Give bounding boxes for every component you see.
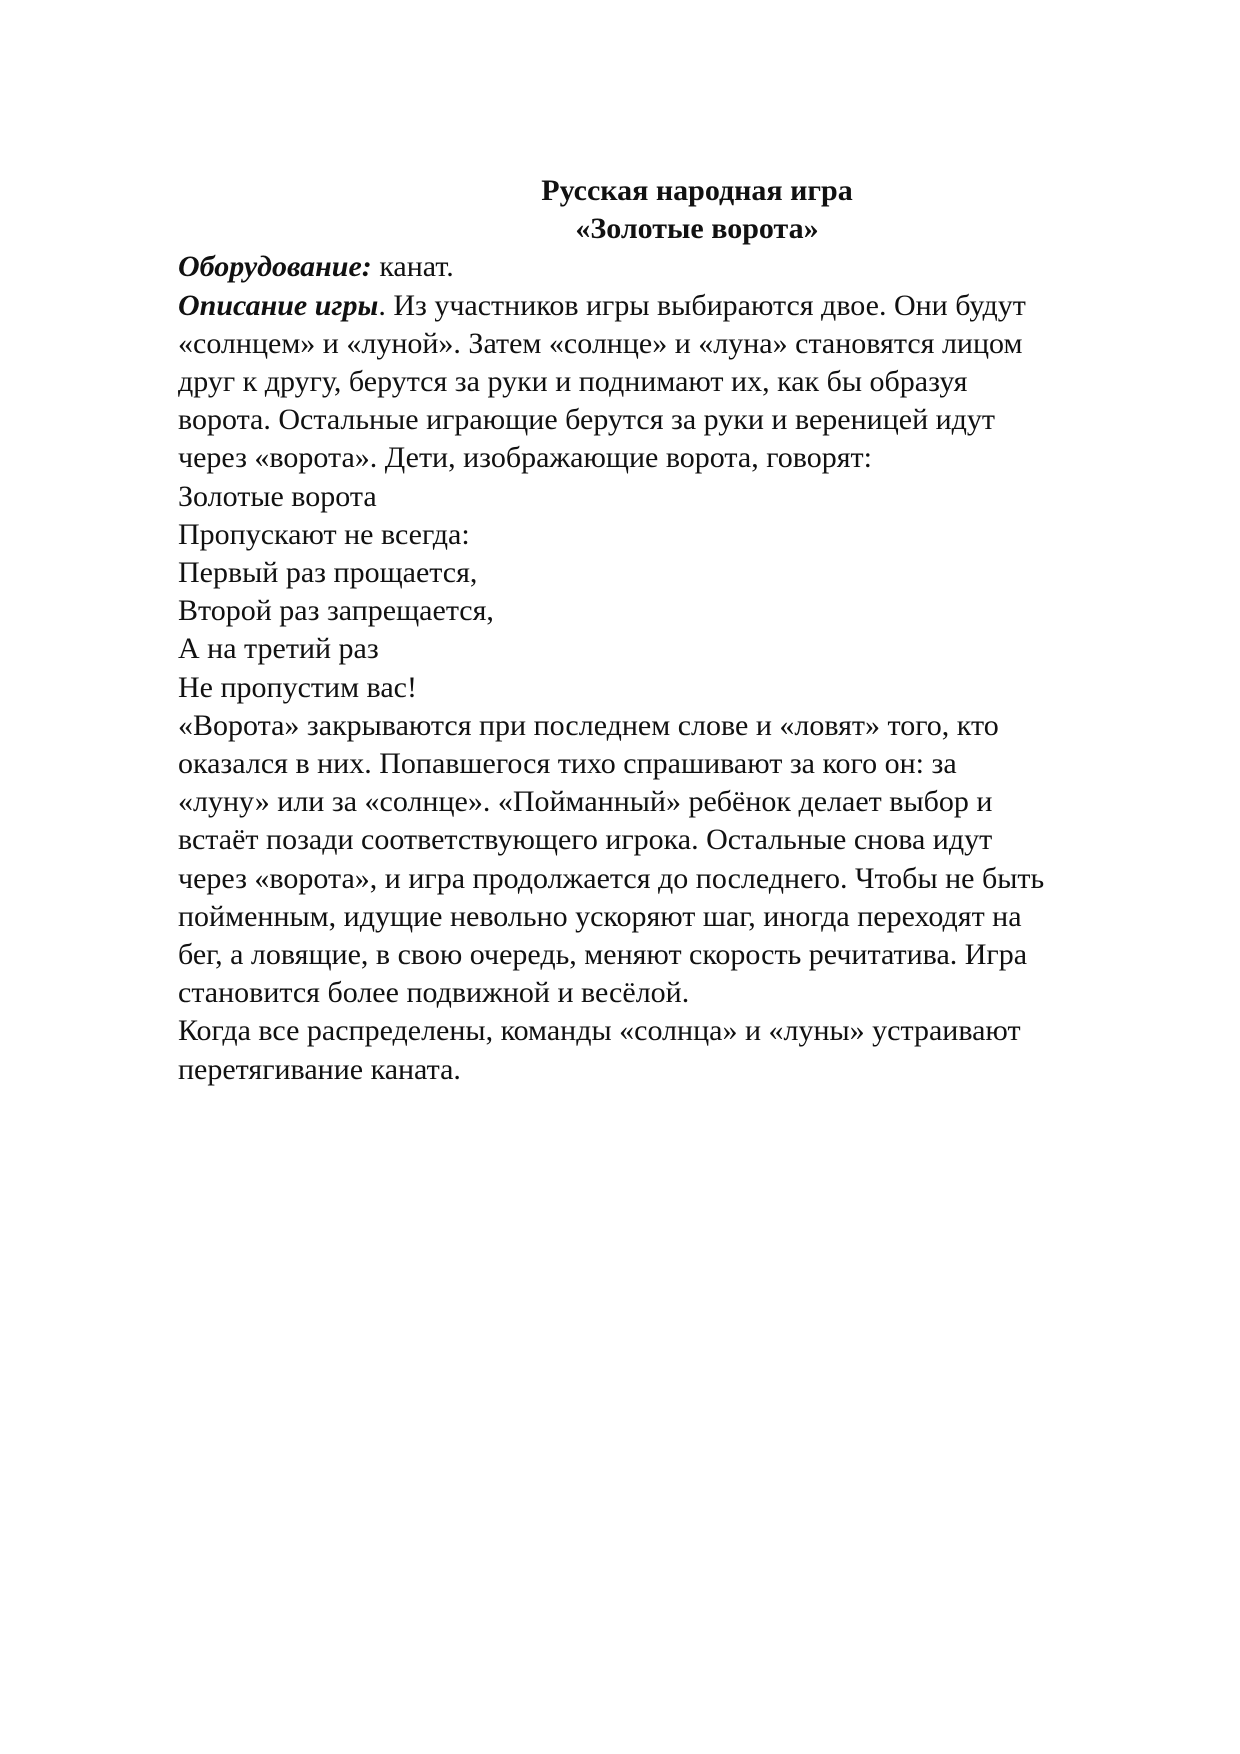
description-first-line <box>178 287 1158 325</box>
document-title-line-2: «Золотые ворота» <box>575 212 819 246</box>
description-line: через «ворота». Дети, изображающие ворота, говорят: <box>178 441 872 475</box>
rules-line: встаёт позади соответствующего игрока. Остальные снова идут <box>178 823 993 857</box>
rules-line: «луну» или за «солнце». «Пойманный» ребёнок делает выбор и <box>178 785 993 819</box>
poem-block <box>178 478 1158 707</box>
rules-line: через «ворота», и игра продолжается до последнего. Чтобы не быть <box>178 861 1045 895</box>
equipment-label: Оборудование: <box>178 250 372 284</box>
rules-line: пойменным, идущие невольно ускоряют шаг, иногда переходят на <box>178 899 1022 933</box>
poem-line: Первый раз прощается, <box>178 556 478 590</box>
ending-line: перетягивание каната. <box>178 1052 461 1086</box>
description-label: Описание игры <box>178 288 379 322</box>
document-title-line-1: Русская народная игра <box>541 174 853 207</box>
poem-line: Пропускают не всегда: <box>178 517 470 551</box>
document-body <box>178 172 1158 1089</box>
description-line: друг к другу, берутся за руки и поднимают их, как бы образуя <box>178 365 968 399</box>
description-line: «солнцем» и «луной». Затем «солнце» и «луна» становятся лицом <box>178 326 1023 360</box>
rules-line: оказался в них. Попавшегося тихо спрашивают за кого он: за <box>178 747 957 781</box>
ending-block <box>178 1012 1158 1088</box>
description-first-line-text: . Из участников игры выбираются двое. Они будут <box>378 288 1026 322</box>
equipment-line <box>178 248 1158 286</box>
poem-line: Золотые ворота <box>178 479 377 513</box>
ending-line: Когда все распределены, команды «солнца» и «луны» устраивают <box>178 1014 1021 1048</box>
rules-line: «Ворота» закрываются при последнем слове и «ловят» того, кто <box>178 708 999 742</box>
equipment-text: канат. <box>371 250 454 284</box>
poem-line: А на третий раз <box>178 632 379 666</box>
rules-block <box>178 707 1158 1013</box>
poem-line: Второй раз запрещается, <box>178 594 494 628</box>
poem-line: Не пропустим вас! <box>178 670 417 704</box>
description-block <box>178 287 1158 478</box>
rules-line: бег, а ловящие, в свою очередь, меняют скорость речитатива. Игра <box>178 938 1028 972</box>
description-line: ворота. Остальные играющие берутся за руки и вереницей идут <box>178 403 996 437</box>
rules-line: становится более подвижной и весёлой. <box>178 976 690 1010</box>
